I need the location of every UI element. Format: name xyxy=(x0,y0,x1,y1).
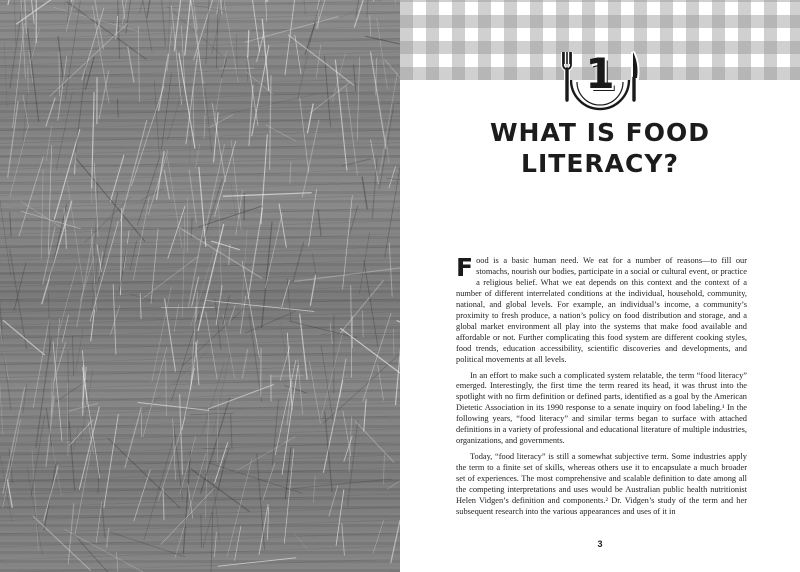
body-text xyxy=(456,253,747,518)
chapter-title-line-2: LITERACY? xyxy=(521,149,679,178)
paragraph-3: Today, “food literacy” is still a somewhat subjective term. Some industries apply the term to a finite set of skills, whereas others use it to encapsulate a much broader set of experiences. The most comprehensive and scalable definition to date among all the competing interpretations and uses would be Australian public health nutritionist Helen Vidgen’s definition and components.² Dr. Vidgen’s study of the term and her subsequent research into the various appearances and uses of it in xyxy=(456,452,747,516)
chapter-number: 1 xyxy=(585,49,615,98)
drop-cap: F xyxy=(456,253,474,282)
chapter-title xyxy=(420,117,780,179)
paragraph-1-text: ood is a basic human need. We eat for a number of reasons—to fill our stomachs, nourish our bodies, participate in a social or cultural event, or practice a religious belief. What we eat depends on this context and the context of a number of different interrelated conditions at the individual, household, community, national, and global levels. For example, an individual’s income, a community’s proximity to fresh produce, a nation’s policy on food distribution and storage, and a global market environment all play into the systems that make food available and affordable or not. Further complicating this food system are different cooking styles, food trends, education accessibility, scientific discoveries and developments, and political movements at all levels. xyxy=(456,256,747,364)
paragraph-1 xyxy=(456,253,747,366)
paragraph-2: In an effort to make such a complicated system relatable, the term “food literacy” emerged. Interestingly, the first time the term reared its head, it was thrust into the spotlight with no firm definition or defined parts, identified as a goal by the American Dietetic Association in its 1990 response to a senate inquiry on food labeling.¹ In the following years, “food literacy” and similar terms began to surface with attached definitions in a variety of professional and educational literature of multiple industries, organizations, and governments. xyxy=(456,370,747,446)
chapter-emblem xyxy=(555,40,645,112)
page-number: 3 xyxy=(597,539,603,549)
chapter-opening-page xyxy=(400,0,800,572)
chapter-title-line-1: WHAT IS FOOD xyxy=(489,118,710,147)
